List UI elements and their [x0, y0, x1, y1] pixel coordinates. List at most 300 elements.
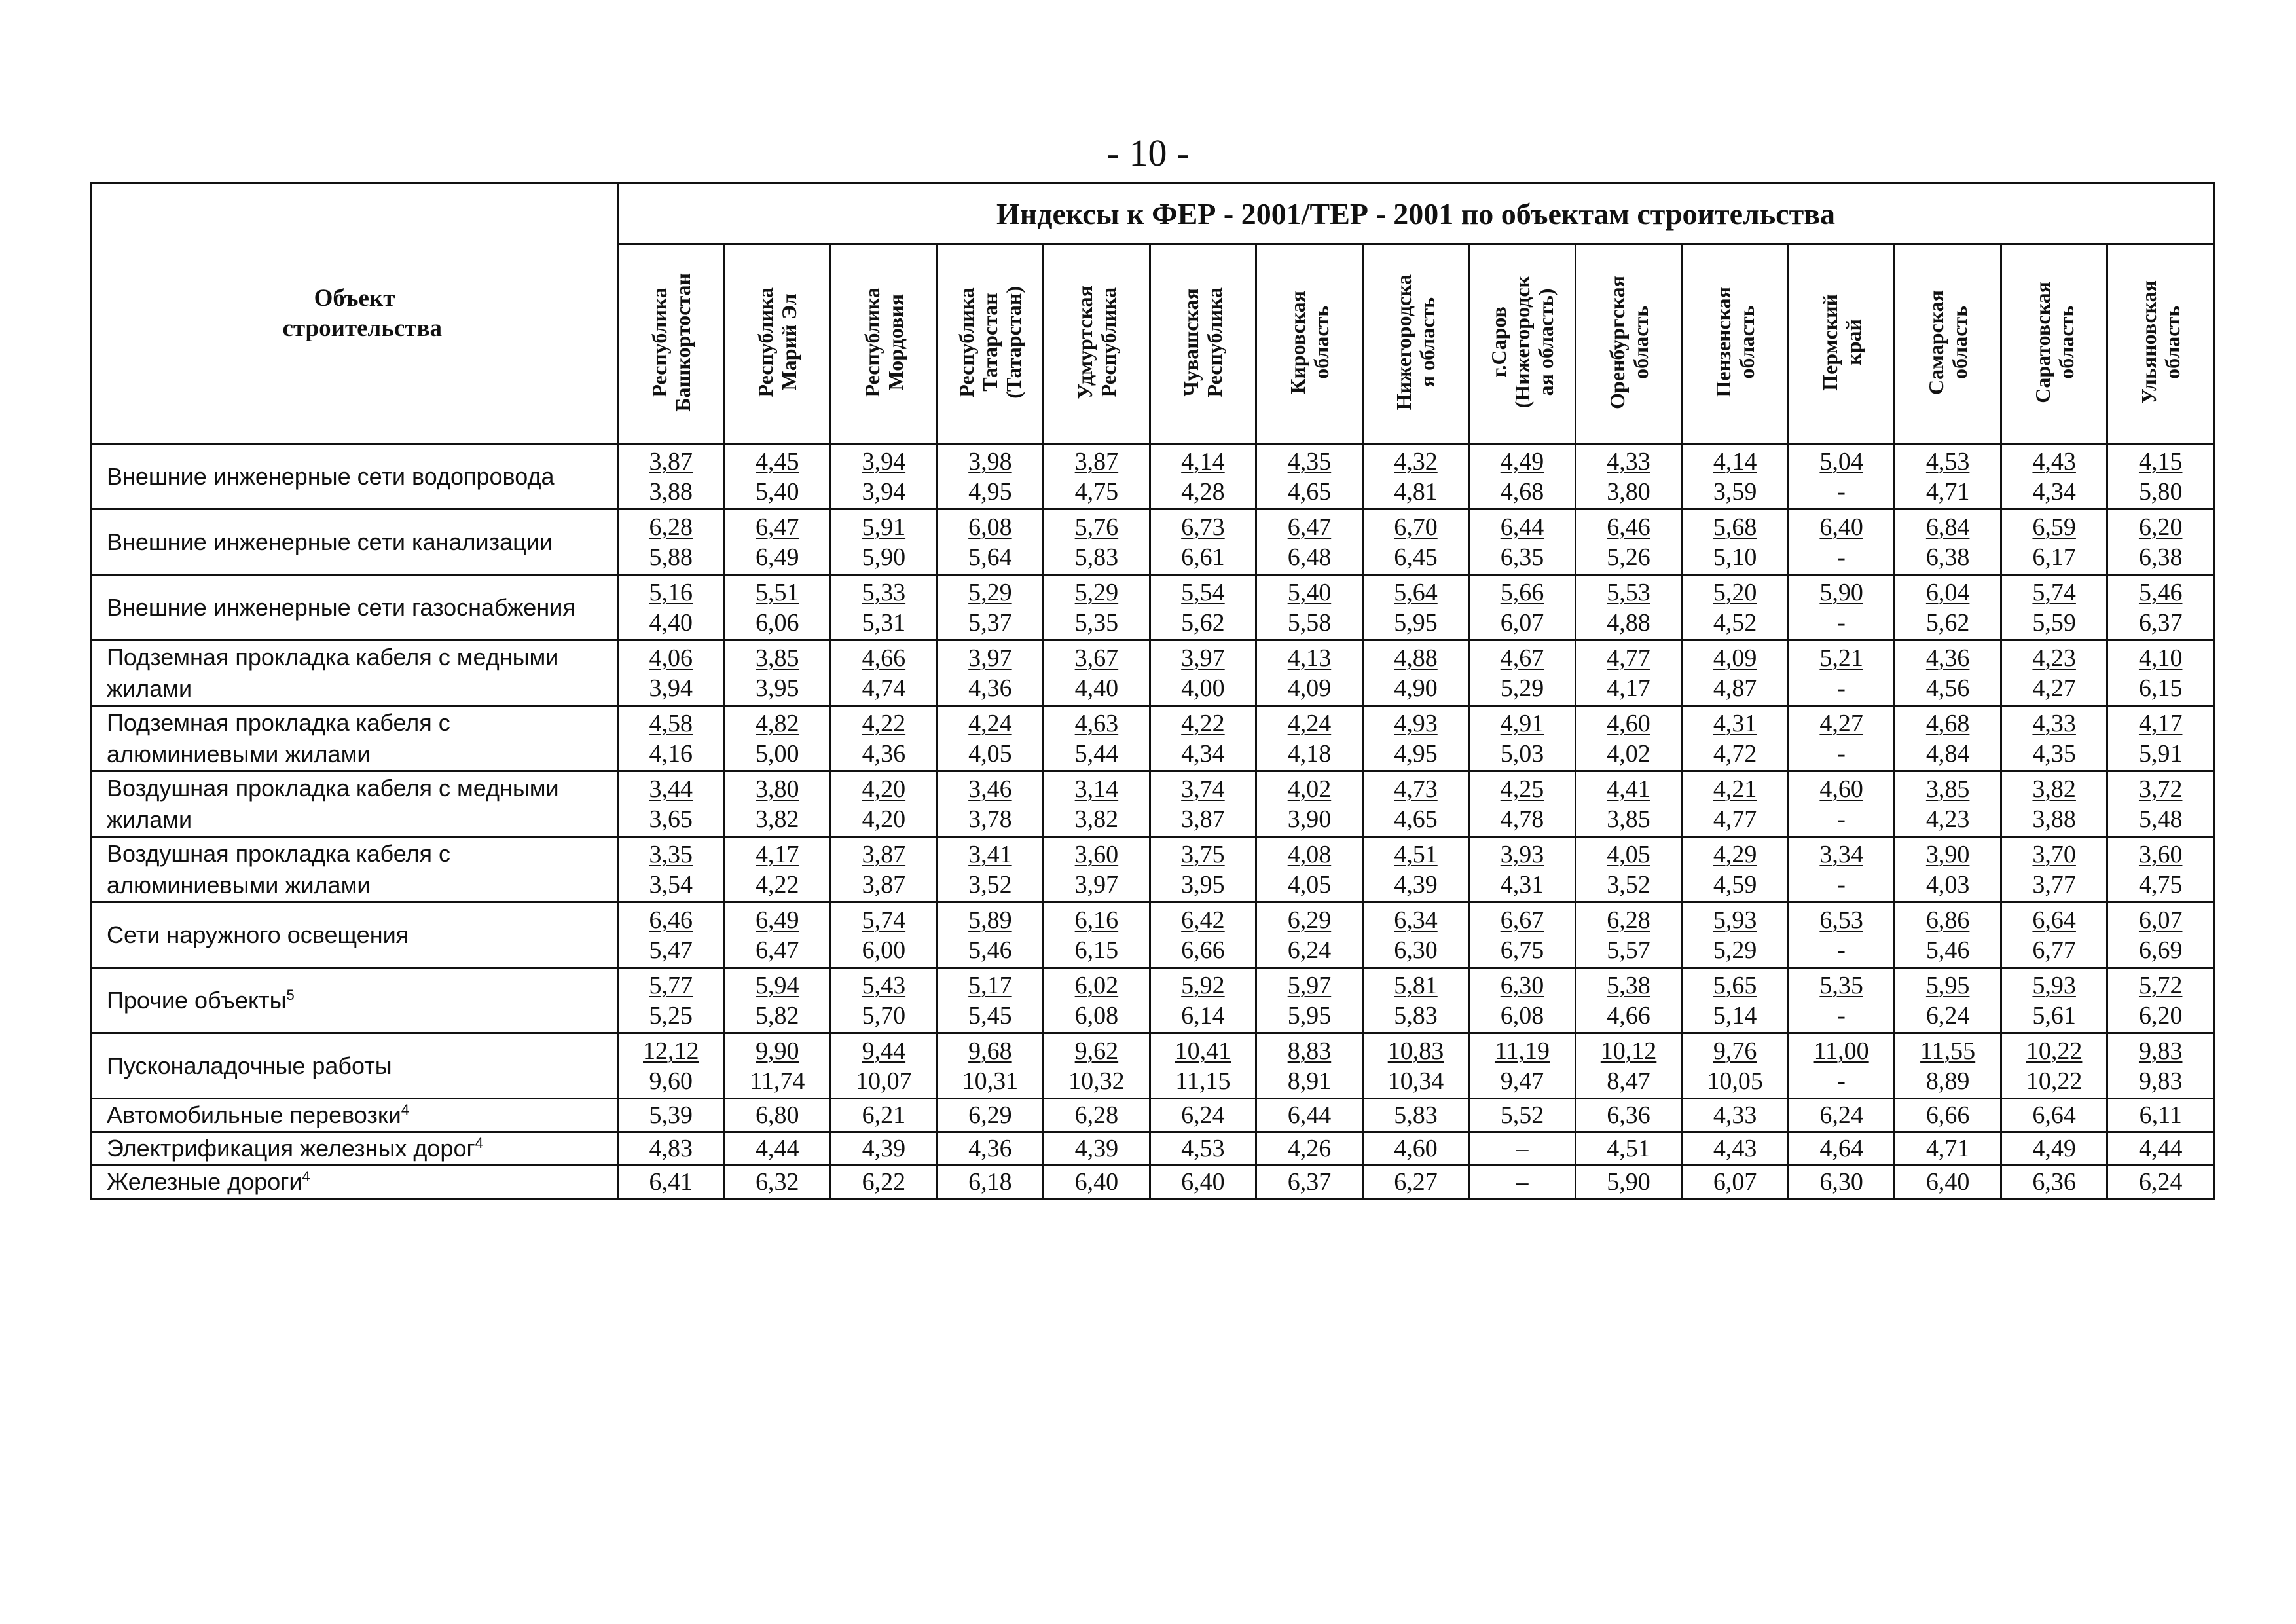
- index-bottom-value: -: [1837, 739, 1846, 767]
- index-top-value: 5,64: [1394, 578, 1438, 606]
- index-cell: [1788, 1166, 1895, 1199]
- index-bottom-value: 4,59: [1713, 870, 1757, 898]
- index-top-value: 9,83: [2138, 1037, 2183, 1065]
- index-cell: [1362, 1132, 1469, 1166]
- index-bottom-value: 5,61: [2032, 1001, 2076, 1029]
- index-bottom-value: 5,45: [968, 1001, 1012, 1029]
- index-top-value: 5,29: [1074, 578, 1119, 606]
- index-bottom-value: 6,24: [1925, 1001, 1970, 1029]
- index-bottom-value: 5,83: [1394, 1001, 1438, 1029]
- index-cell: [1150, 837, 1256, 902]
- index-top-value: 6,84: [1925, 513, 1970, 541]
- index-bottom-value: 6,77: [2032, 936, 2076, 964]
- index-top-value: 5,68: [1713, 513, 1757, 541]
- index-cell: [1575, 968, 1682, 1033]
- index-top-value: 9,68: [968, 1037, 1012, 1065]
- index-cell: [618, 1132, 725, 1166]
- index-top-value: 3,44: [649, 775, 693, 803]
- index-bottom-value: 4,20: [862, 805, 906, 833]
- object-column-header: [92, 183, 618, 444]
- region-header: [1469, 244, 1576, 444]
- index-top-value: 5,94: [756, 971, 799, 999]
- index-cell: [724, 1132, 831, 1166]
- index-bottom-value: 6,48: [1287, 543, 1332, 571]
- index-top-value: 6,53: [1819, 906, 1863, 934]
- index-top-value: 11,00: [1813, 1037, 1869, 1065]
- index-bottom-value: 6,45: [1394, 543, 1438, 571]
- index-cell: [1895, 640, 2001, 706]
- table-row: [92, 1099, 2214, 1132]
- index-top-value: 4,41: [1607, 775, 1650, 803]
- index-cell: [724, 1166, 831, 1199]
- index-top-value: 5,20: [1713, 578, 1757, 606]
- index-cell: [1256, 509, 1363, 575]
- index-top-value: 5,89: [968, 906, 1012, 934]
- index-value: 4,44: [756, 1135, 799, 1162]
- index-cell: [1469, 1099, 1576, 1132]
- index-top-value: 4,23: [2032, 644, 2076, 672]
- index-cell: [1044, 1099, 1150, 1132]
- index-cell: [1256, 575, 1363, 640]
- region-label: Республика Татарстан (Татарстан): [955, 286, 1026, 399]
- index-value: 6,29: [968, 1101, 1012, 1129]
- index-top-value: 5,35: [1819, 971, 1863, 999]
- index-top-value: 3,35: [649, 840, 693, 868]
- index-cell: [1256, 1132, 1363, 1166]
- table-row: [92, 1132, 2214, 1166]
- index-cell: [1575, 837, 1682, 902]
- index-cell: [724, 1033, 831, 1099]
- index-cell: [2001, 968, 2107, 1033]
- table-row: [92, 575, 2214, 640]
- index-bottom-value: 3,82: [756, 805, 799, 833]
- index-cell: [1895, 1099, 2001, 1132]
- index-cell: [2107, 706, 2214, 771]
- index-cell: [1256, 706, 1363, 771]
- index-value: 6,24: [2138, 1168, 2183, 1196]
- index-top-value: 3,85: [1925, 775, 1970, 803]
- index-cell: [724, 640, 831, 706]
- index-cell: [1682, 1166, 1789, 1199]
- index-bottom-value: 4,17: [1607, 674, 1650, 702]
- index-bottom-value: 6,07: [1500, 608, 1544, 637]
- index-top-value: 6,07: [2138, 906, 2183, 934]
- index-cell: [1256, 771, 1363, 837]
- index-top-value: 6,34: [1394, 906, 1438, 934]
- index-bottom-value: 6,49: [756, 543, 799, 571]
- index-bottom-value: 4,66: [1607, 1001, 1650, 1029]
- footnote-marker: 5: [286, 986, 295, 1003]
- index-cell: [618, 1099, 725, 1132]
- index-top-value: 4,58: [649, 709, 693, 737]
- index-cell: [831, 1099, 938, 1132]
- index-bottom-value: 4,72: [1713, 739, 1757, 767]
- index-value: 6,27: [1394, 1168, 1438, 1196]
- index-bottom-value: 6,61: [1181, 543, 1225, 571]
- index-cell: [1895, 1033, 2001, 1099]
- index-top-value: 5,38: [1607, 971, 1650, 999]
- index-bottom-value: 6,24: [1287, 936, 1332, 964]
- index-cell: [831, 706, 938, 771]
- index-top-value: 11,19: [1494, 1037, 1550, 1065]
- index-bottom-value: 6,75: [1500, 936, 1544, 964]
- index-bottom-value: 3,54: [649, 870, 693, 898]
- index-top-value: 4,06: [649, 644, 693, 672]
- index-top-value: 5,92: [1181, 971, 1225, 999]
- index-cell: [724, 444, 831, 509]
- index-cell: [2107, 1132, 2214, 1166]
- index-cell: [1256, 968, 1363, 1033]
- index-top-value: 5,74: [862, 906, 906, 934]
- index-value: 4,71: [1925, 1135, 1970, 1162]
- index-bottom-value: 3,59: [1713, 477, 1757, 506]
- index-value: 4,44: [2138, 1135, 2183, 1162]
- index-top-value: 6,28: [649, 513, 693, 541]
- index-bottom-value: 3,85: [1607, 805, 1650, 833]
- region-label: Кировская область: [1285, 290, 1333, 394]
- index-cell: [1682, 509, 1789, 575]
- index-top-value: 3,75: [1181, 840, 1225, 868]
- index-cell: [1362, 575, 1469, 640]
- index-cell: [724, 837, 831, 902]
- index-bottom-value: 10,34: [1387, 1067, 1444, 1095]
- index-value: –: [1516, 1135, 1529, 1162]
- index-cell: [618, 1166, 725, 1199]
- region-header: [831, 244, 938, 444]
- region-label: Пермский край: [1817, 293, 1865, 391]
- index-top-value: 4,05: [1607, 840, 1650, 868]
- index-top-value: 4,08: [1287, 840, 1332, 868]
- index-top-value: 4,88: [1394, 644, 1438, 672]
- index-cell: [1256, 640, 1363, 706]
- index-bottom-value: 9,83: [2138, 1067, 2183, 1095]
- index-bottom-value: 5,44: [1074, 739, 1119, 767]
- index-top-value: 10,41: [1175, 1037, 1231, 1065]
- index-cell: [724, 1099, 831, 1132]
- index-bottom-value: 3,97: [1074, 870, 1119, 898]
- object-name-cell: [92, 1099, 618, 1132]
- index-bottom-value: 4,71: [1925, 477, 1970, 506]
- table-row: [92, 771, 2214, 837]
- object-name-cell: [92, 837, 618, 902]
- index-bottom-value: -: [1837, 543, 1846, 571]
- index-top-value: 4,17: [756, 840, 799, 868]
- index-bottom-value: 3,65: [649, 805, 693, 833]
- index-bottom-value: 4,56: [1925, 674, 1970, 702]
- index-cell: [1150, 771, 1256, 837]
- index-cell: [618, 837, 725, 902]
- index-top-value: 3,85: [756, 644, 799, 672]
- object-name-cell: [92, 1033, 618, 1099]
- index-top-value: 10,83: [1387, 1037, 1444, 1065]
- table-body: [92, 444, 2214, 1199]
- index-top-value: 4,49: [1500, 447, 1544, 475]
- index-top-value: 4,67: [1500, 644, 1544, 672]
- index-top-value: 5,43: [862, 971, 906, 999]
- index-top-value: 5,65: [1713, 971, 1757, 999]
- index-cell: [2107, 575, 2214, 640]
- index-top-value: 5,53: [1607, 578, 1650, 606]
- index-top-value: 6,20: [2138, 513, 2183, 541]
- index-cell: [1895, 509, 2001, 575]
- index-cell: [1469, 444, 1576, 509]
- index-bottom-value: 9,47: [1500, 1067, 1544, 1095]
- index-top-value: 6,73: [1181, 513, 1225, 541]
- index-cell: [831, 837, 938, 902]
- region-header: [618, 244, 725, 444]
- index-cell: [1575, 771, 1682, 837]
- index-cell: [1044, 509, 1150, 575]
- index-cell: [1682, 968, 1789, 1033]
- table-row: [92, 902, 2214, 968]
- index-cell: [937, 1132, 1044, 1166]
- index-top-value: 9,90: [756, 1037, 799, 1065]
- index-cell: [831, 444, 938, 509]
- index-cell: [937, 902, 1044, 968]
- index-bottom-value: 11,15: [1175, 1067, 1231, 1095]
- index-bottom-value: 4,16: [649, 739, 693, 767]
- index-cell: [1362, 902, 1469, 968]
- index-top-value: 5,97: [1287, 971, 1332, 999]
- index-value: 6,41: [649, 1168, 693, 1196]
- index-bottom-value: 3,78: [968, 805, 1012, 833]
- object-name: Внешние инженерные сети канализации: [107, 528, 553, 555]
- index-cell: [1362, 444, 1469, 509]
- index-top-value: 3,34: [1819, 840, 1863, 868]
- index-bottom-value: 6,00: [862, 936, 906, 964]
- index-value: 4,43: [1713, 1135, 1757, 1162]
- index-top-value: 5,77: [649, 971, 693, 999]
- index-cell: [2001, 771, 2107, 837]
- index-top-value: 9,44: [862, 1037, 906, 1065]
- index-cell: [1044, 575, 1150, 640]
- object-column-label: Объект строительства: [282, 284, 442, 342]
- index-cell: [2001, 575, 2107, 640]
- index-cell: [1575, 1166, 1682, 1199]
- index-top-value: 5,46: [2138, 578, 2183, 606]
- index-cell: [618, 1033, 725, 1099]
- index-cell: [1362, 1166, 1469, 1199]
- index-top-value: 3,67: [1074, 644, 1119, 672]
- index-bottom-value: 6,15: [1074, 936, 1119, 964]
- index-top-value: 4,91: [1500, 709, 1544, 737]
- index-bottom-value: 4,87: [1713, 674, 1757, 702]
- index-bottom-value: 3,87: [862, 870, 906, 898]
- region-header: [1362, 244, 1469, 444]
- index-cell: [724, 771, 831, 837]
- index-top-value: 4,63: [1074, 709, 1119, 737]
- index-top-value: 5,76: [1074, 513, 1119, 541]
- index-bottom-value: 9,60: [649, 1067, 693, 1095]
- index-top-value: 6,70: [1394, 513, 1438, 541]
- table-row: [92, 968, 2214, 1033]
- index-cell: [1044, 1132, 1150, 1166]
- index-top-value: 5,81: [1394, 971, 1438, 999]
- object-name-cell: [92, 575, 618, 640]
- table-row: [92, 706, 2214, 771]
- region-header: [1575, 244, 1682, 444]
- index-bottom-value: 3,52: [968, 870, 1012, 898]
- index-cell: [1682, 706, 1789, 771]
- index-top-value: 5,74: [2032, 578, 2076, 606]
- object-name: Воздушная прокладка кабеля с медными жилами: [107, 774, 559, 833]
- index-bottom-value: 5,62: [1925, 608, 1970, 637]
- index-cell: [1682, 771, 1789, 837]
- index-bottom-value: 10,31: [962, 1067, 1019, 1095]
- index-bottom-value: 5,00: [756, 739, 799, 767]
- index-cell: [2001, 640, 2107, 706]
- index-cell: [1682, 1099, 1789, 1132]
- index-bottom-value: 5,46: [968, 936, 1012, 964]
- index-top-value: 6,28: [1607, 906, 1650, 934]
- index-bottom-value: 3,52: [1607, 870, 1650, 898]
- index-value: 4,64: [1819, 1135, 1863, 1162]
- index-value: 6,40: [1181, 1168, 1225, 1196]
- index-bottom-value: 4,75: [2138, 870, 2183, 898]
- index-bottom-value: 6,15: [2138, 674, 2183, 702]
- index-cell: [1150, 509, 1256, 575]
- index-cell: [1044, 1033, 1150, 1099]
- region-header: [724, 244, 831, 444]
- index-value: 6,40: [1925, 1168, 1970, 1196]
- index-bottom-value: 4,28: [1181, 477, 1225, 506]
- region-header: [1044, 244, 1150, 444]
- index-top-value: 4,53: [1925, 447, 1970, 475]
- region-label: г.Саров (Нижегородск ая область): [1487, 276, 1558, 409]
- index-value: 5,90: [1607, 1168, 1650, 1196]
- index-cell: [724, 902, 831, 968]
- index-top-value: 3,72: [2138, 775, 2183, 803]
- index-bottom-value: 4,95: [968, 477, 1012, 506]
- index-cell: [1575, 1132, 1682, 1166]
- index-cell: [831, 1166, 938, 1199]
- table-row: [92, 1166, 2214, 1199]
- index-bottom-value: 6,08: [1074, 1001, 1119, 1029]
- index-cell: [2107, 1099, 2214, 1132]
- region-label: Нижегородска я область: [1392, 274, 1440, 411]
- index-bottom-value: 6,47: [756, 936, 799, 964]
- index-top-value: 4,93: [1394, 709, 1438, 737]
- index-cell: [1469, 1033, 1576, 1099]
- index-top-value: 4,51: [1394, 840, 1438, 868]
- region-header: [1682, 244, 1789, 444]
- index-cell: [1150, 968, 1256, 1033]
- index-bottom-value: 5,48: [2138, 805, 2183, 833]
- index-cell: [1469, 837, 1576, 902]
- index-top-value: 4,31: [1713, 709, 1757, 737]
- index-top-value: 5,21: [1819, 644, 1863, 672]
- object-name: Воздушная прокладка кабеля с алюминиевыми жилами: [107, 840, 451, 898]
- index-bottom-value: 4,95: [1394, 739, 1438, 767]
- index-bottom-value: 8,89: [1925, 1067, 1970, 1095]
- index-bottom-value: 4,05: [968, 739, 1012, 767]
- index-top-value: 5,95: [1925, 971, 1970, 999]
- index-cell: [1575, 444, 1682, 509]
- index-value: 6,40: [1074, 1168, 1119, 1196]
- index-top-value: 5,40: [1287, 578, 1332, 606]
- index-top-value: 4,14: [1713, 447, 1757, 475]
- index-top-value: 3,90: [1925, 840, 1970, 868]
- index-cell: [1469, 640, 1576, 706]
- index-cell: [618, 902, 725, 968]
- index-cell: [831, 640, 938, 706]
- index-cell: [724, 968, 831, 1033]
- index-bottom-value: 4,36: [862, 739, 906, 767]
- index-top-value: 3,14: [1074, 775, 1119, 803]
- index-top-value: 3,82: [2032, 775, 2076, 803]
- object-name-cell: [92, 444, 618, 509]
- index-cell: [1150, 1166, 1256, 1199]
- index-value: 6,11: [2139, 1101, 2182, 1129]
- index-cell: [1575, 640, 1682, 706]
- index-cell: [1575, 1033, 1682, 1099]
- index-cell: [937, 706, 1044, 771]
- index-bottom-value: 5,25: [649, 1001, 693, 1029]
- index-cell: [2107, 968, 2214, 1033]
- index-cell: [831, 771, 938, 837]
- index-cell: [937, 837, 1044, 902]
- index-bottom-value: 4,40: [649, 608, 693, 637]
- index-value: 4,39: [862, 1135, 906, 1162]
- index-bottom-value: 8,91: [1287, 1067, 1332, 1095]
- index-bottom-value: 4,34: [2032, 477, 2076, 506]
- index-cell: [618, 968, 725, 1033]
- index-cell: [831, 1033, 938, 1099]
- index-value: 4,83: [649, 1135, 693, 1162]
- index-bottom-value: 10,32: [1068, 1067, 1125, 1095]
- index-top-value: 4,32: [1394, 447, 1438, 475]
- index-cell: [1256, 444, 1363, 509]
- index-bottom-value: -: [1837, 870, 1846, 898]
- index-top-value: 4,73: [1394, 775, 1438, 803]
- index-cell: [1895, 1132, 2001, 1166]
- index-top-value: 6,42: [1181, 906, 1225, 934]
- index-bottom-value: 3,94: [862, 477, 906, 506]
- index-cell: [2001, 837, 2107, 902]
- index-top-value: 6,67: [1500, 906, 1544, 934]
- index-top-value: 6,64: [2032, 906, 2076, 934]
- index-bottom-value: 4,27: [2032, 674, 2076, 702]
- index-cell: [1044, 968, 1150, 1033]
- index-top-value: 9,76: [1713, 1037, 1757, 1065]
- index-bottom-value: 4,88: [1607, 608, 1650, 637]
- index-bottom-value: 4,74: [862, 674, 906, 702]
- index-cell: [1788, 509, 1895, 575]
- index-cell: [1150, 444, 1256, 509]
- index-cell: [1469, 575, 1576, 640]
- index-bottom-value: 3,88: [649, 477, 693, 506]
- index-bottom-value: 4,52: [1713, 608, 1757, 637]
- index-cell: [1469, 968, 1576, 1033]
- index-bottom-value: 6,66: [1181, 936, 1225, 964]
- index-value: 6,28: [1074, 1101, 1119, 1129]
- index-bottom-value: 5,35: [1074, 608, 1119, 637]
- index-cell: [1150, 640, 1256, 706]
- index-top-value: 4,13: [1287, 644, 1332, 672]
- index-value: 6,24: [1181, 1101, 1225, 1129]
- index-top-value: 3,74: [1181, 775, 1225, 803]
- index-bottom-value: 10,22: [2026, 1067, 2083, 1095]
- index-top-value: 5,04: [1819, 447, 1863, 475]
- index-bottom-value: 6,38: [1925, 543, 1970, 571]
- index-cell: [2001, 1099, 2107, 1132]
- index-bottom-value: 4,90: [1394, 674, 1438, 702]
- index-top-value: 6,47: [1287, 513, 1332, 541]
- index-cell: [1788, 1132, 1895, 1166]
- region-label: Республика Мордовия: [860, 287, 907, 397]
- index-top-value: 4,27: [1819, 709, 1863, 737]
- index-cell: [1682, 1033, 1789, 1099]
